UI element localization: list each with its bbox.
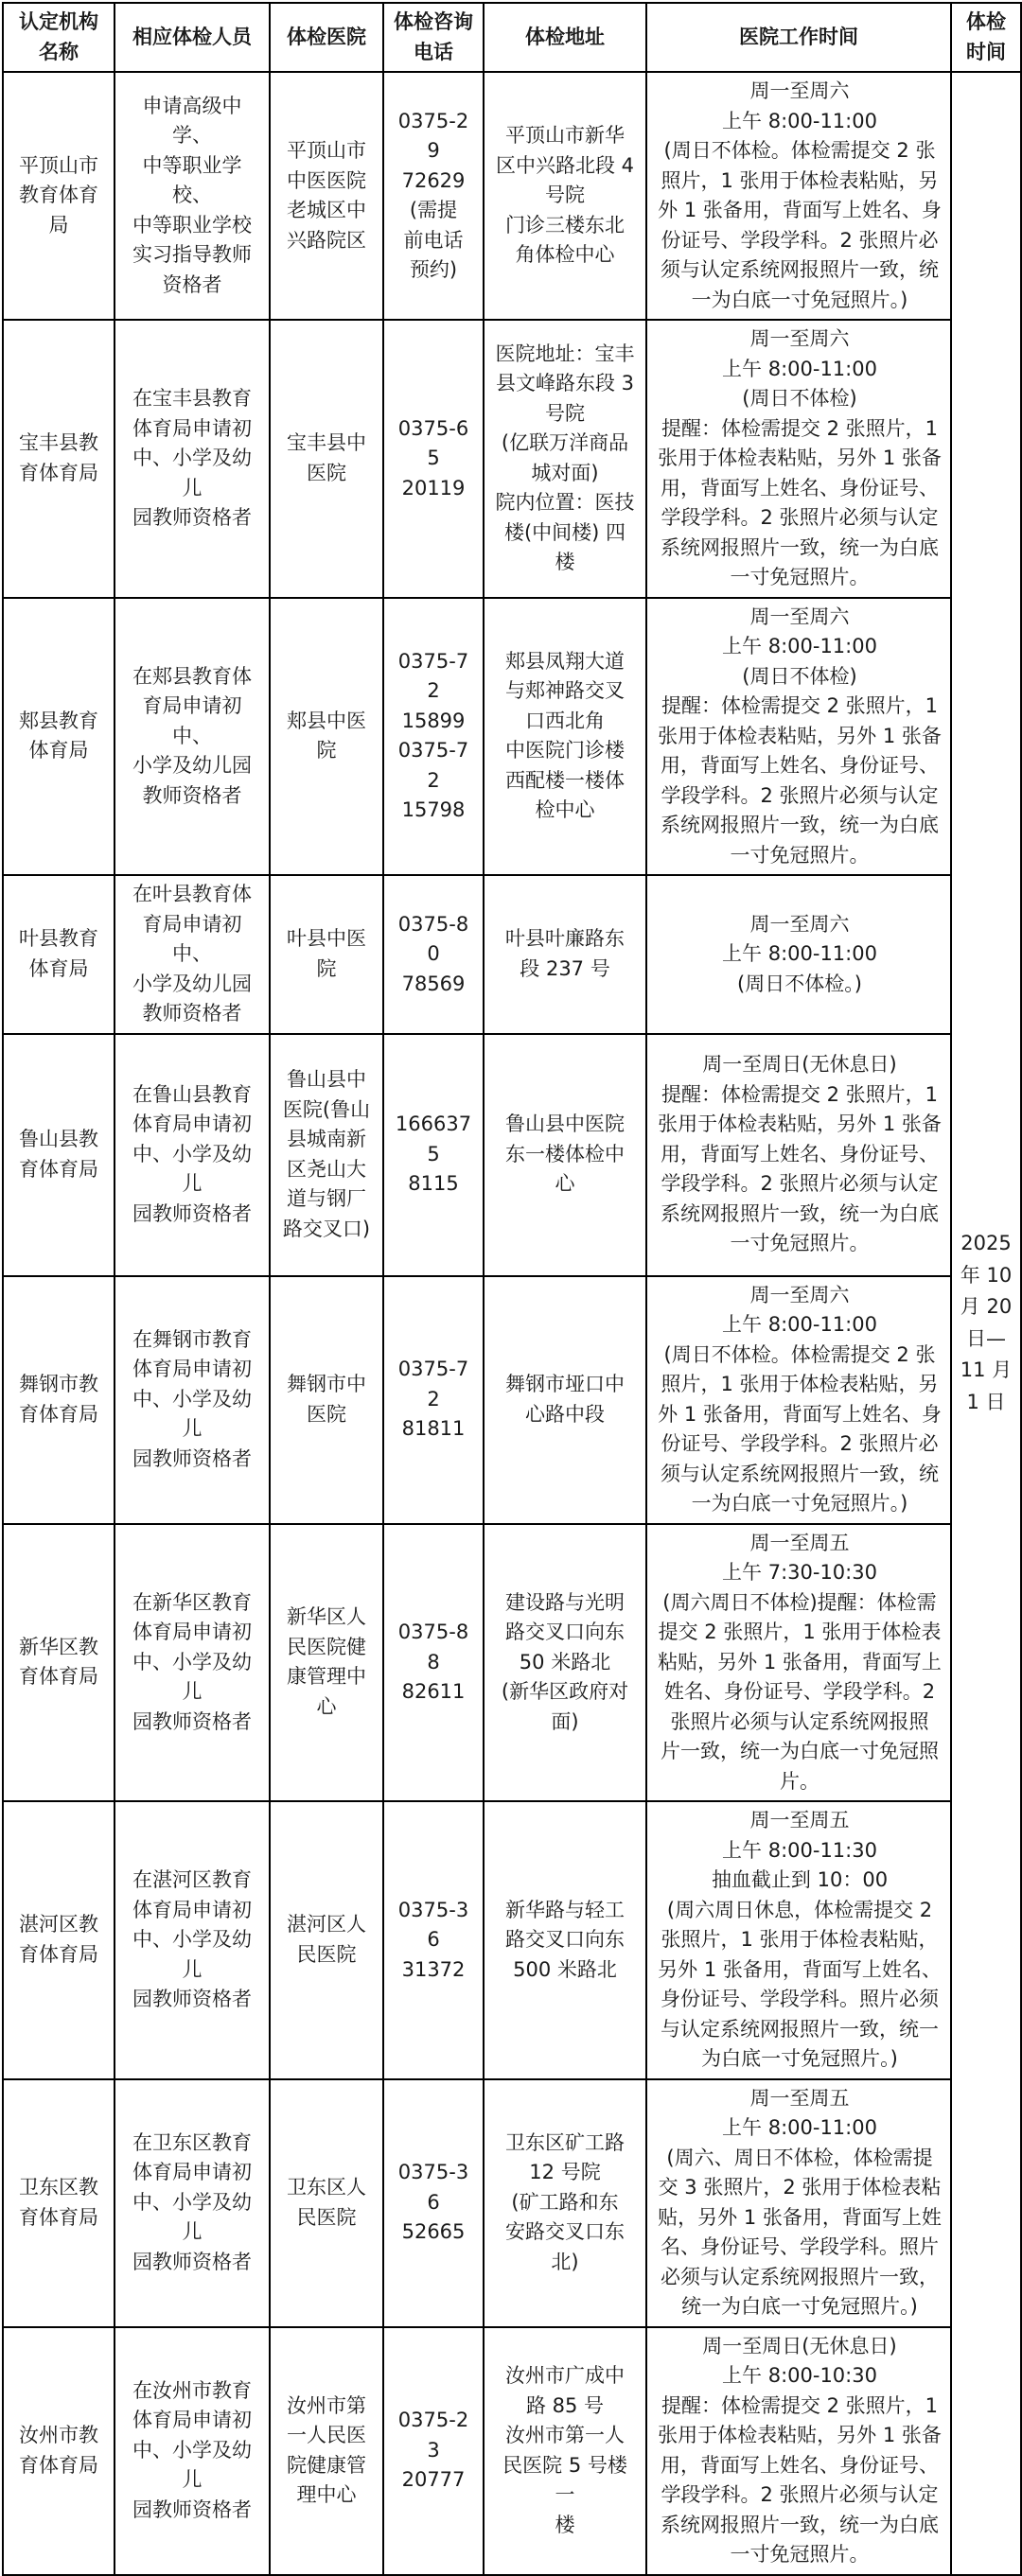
address-cell-text: 郏县凤翔大道 与郏神路交叉 口西北角 中医院门诊楼 西配楼一楼体 检中心 [505, 649, 625, 822]
header-phone: 体检咨询电话 [383, 3, 484, 72]
hospital-cell [270, 875, 383, 1034]
hours-title: 周一至周六 [749, 327, 850, 350]
applicants-cell [115, 875, 270, 1034]
applicants-cell [115, 72, 270, 320]
header-address: 体检地址 [484, 3, 646, 72]
hours-time: 上午 7:30-10:30 [722, 1561, 877, 1584]
agency-cell-text: 新华区教 育体育局 [19, 1635, 98, 1689]
hours-time: 上午 8:00-11:00 [722, 1313, 877, 1336]
applicants-cell [115, 1801, 270, 2079]
hours-cell [646, 1801, 951, 2079]
applicants-cell-text: 在卫东区教育 体育局申请初 中、小学及幼儿 园教师资格者 [132, 2130, 252, 2273]
header-date: 体检时间 [951, 3, 1021, 72]
table-row [3, 72, 1021, 320]
hours-time: 上午 8:00-11:00 [722, 635, 877, 657]
hospital-cell [270, 598, 383, 876]
address-cell [484, 1801, 646, 2079]
hours-time: 上午 8:00-10:30 [722, 2364, 877, 2387]
applicants-cell [115, 2327, 270, 2575]
phone-cell-text: 0375-23 20777 [397, 2409, 469, 2492]
agency-cell-text: 卫东区教 育体育局 [19, 2176, 98, 2229]
table-row [3, 1524, 1021, 1802]
applicants-cell [115, 320, 270, 598]
hospital-cell [270, 2327, 383, 2575]
hospital-cell-text: 鲁山县中 医院(鲁山 县城南新 区尧山大 道与钢厂 路交叉口) [282, 1068, 371, 1240]
hours-title: 周一至周五 [749, 2086, 850, 2110]
hours-note: (周六、周日不体检，体检需提 交 3 张照片，2 张用于体检表粘 贴，另外 1 张备用，背面写上姓 名、身份证号、学段学科。照片 必须与认定系统网报照片一致， 统一为白底一寸免冠照片。) [658, 2146, 942, 2318]
hours-cell [646, 72, 951, 320]
table-row [3, 320, 1021, 598]
address-cell-text: 新华路与轻工 路交叉口向东 500 米路北 [505, 1898, 625, 1981]
hospital-cell [270, 72, 383, 320]
phone-cell [383, 2327, 484, 2575]
hours-title: 周一至周六 [749, 912, 850, 936]
applicants-cell-text: 在汝州市教育 体育局申请初 中、小学及幼儿 园教师资格者 [132, 2378, 252, 2521]
phone-cell [383, 2079, 484, 2327]
hours-cell [646, 1034, 951, 1276]
hospital-cell-text: 郏县中医 院 [287, 709, 366, 762]
agency-cell [3, 1524, 115, 1802]
header-agency: 认定机构名称 [3, 3, 115, 72]
hours-note: 提醒：体检需提交 2 张照片，1 张用于体检表粘贴，另外 1 张备 用，背面写上姓名、身份证号、 学段学科。2 张照片必须与认定 系统网报照片一致，统一为白底 一寸免冠照片。 [658, 1082, 942, 1255]
phone-cell [383, 1034, 484, 1276]
hospital-cell-text: 平顶山市 中医医院 老城区中 兴路院区 [287, 139, 366, 252]
hours-title: 周一至周五 [749, 1809, 850, 1831]
address-cell [484, 320, 646, 598]
agency-cell [3, 1801, 115, 2079]
hours-cell [646, 2327, 951, 2575]
table-row [3, 1801, 1021, 2079]
hours-title: 周一至周六 [749, 605, 850, 628]
phone-cell-text: 1666375 8115 [395, 1113, 472, 1196]
hospital-cell [270, 1276, 383, 1524]
exam-date-cell [951, 72, 1021, 2575]
hours-title: 周一至周五 [749, 1531, 850, 1554]
applicants-cell-text: 在湛河区教育 体育局申请初 中、小学及幼儿 园教师资格者 [132, 1868, 252, 2010]
applicants-cell [115, 2079, 270, 2327]
hospital-cell-text: 汝州市第 一人民医 院健康管 理中心 [287, 2393, 366, 2506]
hospital-cell-text: 叶县中医 院 [287, 927, 366, 980]
address-cell-text: 叶县叶廉路东 段 237 号 [505, 927, 625, 980]
applicants-cell-text: 在叶县教育体 育局申请初中、 小学及幼儿园 教师资格者 [132, 883, 252, 1025]
hours-note: (周日不体检。体检需提交 2 张 照片，1 张用于体检表粘贴，另 外 1 张备用，背面写上姓名、身 份证号、学段学科。2 张照片必 须与认定系统网报照片一致，统 一为白底一寸免冠照片。) [658, 1342, 942, 1515]
hours-time: 上午 8:00-11:00 [722, 109, 877, 132]
agency-cell [3, 875, 115, 1034]
agency-cell [3, 2327, 115, 2575]
applicants-cell-text: 申请高级中学、 中等职业学校、 中等职业学校 实习指导教师 资格者 [132, 94, 252, 296]
hospital-cell-text: 宝丰县中 医院 [287, 431, 366, 484]
hospital-cell [270, 2079, 383, 2327]
header-applicants: 相应体检人员 [115, 3, 270, 72]
applicants-cell-text: 在新华区教育 体育局申请初 中、小学及幼儿 园教师资格者 [132, 1590, 252, 1733]
agency-cell [3, 1276, 115, 1524]
address-cell-text: 医院地址：宝丰 县文峰路东段 3 号院 (亿联万洋商品 城对面) 院内位置：医技 楼(中间楼) 四 楼 [495, 342, 635, 574]
address-cell [484, 1524, 646, 1802]
applicants-cell [115, 598, 270, 876]
address-cell-text: 舞钢市垭口中 心路中段 [505, 1373, 625, 1426]
phone-cell-text: 0375-65 20119 [397, 416, 469, 499]
hospital-cell [270, 1801, 383, 2079]
applicants-cell-text: 在宝丰县教育 体育局申请初 中、小学及幼儿 园教师资格者 [132, 387, 252, 529]
table-row [3, 2327, 1021, 2575]
agency-cell-text: 鲁山县教 育体育局 [19, 1128, 98, 1181]
hospital-cell [270, 320, 383, 598]
hospital-cell [270, 1034, 383, 1276]
hours-note: (周日不体检) 提醒：体检需提交 2 张照片，1 张用于体检表粘贴，另外 1 张备 用，背面写上姓名、身份证号、 学段学科。2 张照片必须与认定 系统网报照片一致，统一为白底 一寸免冠照片。 [658, 387, 942, 588]
agency-cell [3, 72, 115, 320]
phone-cell-text: 0375-80 78569 [397, 912, 469, 995]
table-row [3, 2079, 1021, 2327]
hours-time: 上午 8:00-11:00 [722, 942, 877, 965]
exam-schedule-table [2, 2, 1022, 2576]
hours-time: 上午 8:00-11:00 [722, 357, 877, 380]
hospital-cell-text: 湛河区人 民医院 [287, 1913, 366, 1966]
address-cell-text: 平顶山市新华 区中兴路北段 4 号院 门诊三楼东北 角体检中心 [495, 124, 635, 267]
hours-note: (周六周日休息，体检需提交 2 张照片，1 张用于体检表粘贴， 另外 1 张备用，背面写上姓名、 身份证号、学段学科。照片必须 与认定系统网报照片一致，统一 为白底一寸免冠照片。) [658, 1898, 942, 2070]
header-hospital: 体检医院 [270, 3, 383, 72]
table-row [3, 1034, 1021, 1276]
hours-title: 周一至周六 [749, 1283, 850, 1306]
agency-cell [3, 1034, 115, 1276]
hospital-cell-text: 新华区人 民医院健 康管理中 心 [287, 1605, 366, 1718]
hours-note: (周日不体检。) [737, 972, 862, 995]
agency-cell-text: 舞钢市教 育体育局 [19, 1373, 98, 1426]
hours-note: (周六周日不体检)提醒：体检需 提交 2 张照片，1 张用于体检表 粘贴，另外 1 张备用，背面写上 姓名、身份证号、学段学科。2 张照片必须与认定系统网报照 片一致，统一为白底一寸免冠照 片。 [658, 1590, 942, 1793]
hours-note: 提醒：体检需提交 2 张照片，1 张用于体检表粘贴，另外 1 张备 用，背面写上姓名、身份证号、 学段学科。2 张照片必须与认定 系统网报照片一致，统一为白底 一寸免冠照片。 [658, 2393, 942, 2566]
agency-cell-text: 宝丰县教 育体育局 [19, 431, 98, 484]
phone-cell [383, 875, 484, 1034]
address-cell-text: 建设路与光明 路交叉口向东 50 米路北 (新华区政府对 面) [501, 1590, 629, 1733]
agency-cell-text: 平顶山市 教育体育 局 [19, 153, 98, 237]
hours-cell [646, 1276, 951, 1524]
phone-cell [383, 320, 484, 598]
header-hours: 医院工作时间 [646, 3, 951, 72]
applicants-cell-text: 在郏县教育体 育局申请初中、 小学及幼儿园 教师资格者 [132, 664, 252, 807]
phone-cell-text: 0375-29 72629 (需提 前电话 预约) [397, 109, 469, 281]
phone-cell-text: 0375-88 82611 [397, 1621, 469, 1703]
agency-cell-text: 湛河区教 育体育局 [19, 1913, 98, 1966]
table-row [3, 875, 1021, 1034]
phone-cell [383, 598, 484, 876]
address-cell-text: 汝州市广成中 路 85 号 汝州市第一人 民医院 5 号楼一 楼 [502, 2364, 627, 2536]
header-row [3, 3, 1021, 72]
applicants-cell-text: 在舞钢市教育 体育局申请初 中、小学及幼儿 园教师资格者 [132, 1327, 252, 1470]
address-cell [484, 2327, 646, 2575]
hospital-cell-text: 卫东区人 民医院 [287, 2176, 366, 2229]
hours-title: 周一至周六 [749, 79, 850, 102]
hours-cell [646, 2079, 951, 2327]
hours-cell [646, 875, 951, 1034]
hours-title: 周一至周日(无休息日) [702, 2334, 897, 2357]
address-cell-text: 鲁山县中医院 东一楼体检中 心 [505, 1113, 625, 1196]
phone-cell-text: 0375-72 15899 0375-72 15798 [397, 649, 469, 822]
exam-date-text: 2025 年 10 月 20 日— 11 月 1 日 [960, 1231, 1013, 1413]
applicants-cell [115, 1276, 270, 1524]
hospital-cell [270, 1524, 383, 1802]
agency-cell [3, 2079, 115, 2327]
phone-cell-text: 0375-72 81811 [397, 1358, 469, 1441]
agency-cell [3, 320, 115, 598]
hours-cell [646, 598, 951, 876]
agency-cell-text: 汝州市教 育体育局 [19, 2424, 98, 2477]
applicants-cell [115, 1524, 270, 1802]
phone-cell [383, 1524, 484, 1802]
phone-cell-text: 0375-36 52665 [397, 2161, 469, 2244]
hours-note: (周日不体检) 提醒：体检需提交 2 张照片，1 张用于体检表粘贴，另外 1 张备 用，背面写上姓名、身份证号、 学段学科。2 张照片必须与认定 系统网报照片一致，统一为白底 一寸免冠照片。 [658, 664, 942, 867]
hours-time: 上午 8:00-11:00 [722, 2116, 877, 2139]
agency-cell [3, 598, 115, 876]
applicants-cell [115, 1034, 270, 1276]
hours-note: (周日不体检。体检需提交 2 张 照片，1 张用于体检表粘贴，另 外 1 张备用，背面写上姓名、身 份证号、学段学科。2 张照片必 须与认定系统网报照片一致，统 一为白底一寸免冠照片。) [658, 139, 942, 311]
address-cell [484, 1276, 646, 1524]
phone-cell [383, 1801, 484, 2079]
table-row [3, 598, 1021, 876]
phone-cell-text: 0375-36 31372 [397, 1898, 469, 1981]
hours-time: 上午 8:00-11:30 抽血截止到 10：00 [711, 1838, 889, 1891]
address-cell [484, 875, 646, 1034]
phone-cell [383, 72, 484, 320]
agency-cell-text: 郏县教育 体育局 [19, 709, 98, 762]
address-cell [484, 598, 646, 876]
agency-cell-text: 叶县教育 体育局 [19, 927, 98, 980]
phone-cell [383, 1276, 484, 1524]
table-row [3, 1276, 1021, 1524]
address-cell-text: 卫东区矿工路 12 号院 (矿工路和东 安路交叉口东 北) [505, 2130, 625, 2273]
hours-cell [646, 320, 951, 598]
hours-title: 周一至周日(无休息日) [702, 1053, 897, 1077]
hospital-cell-text: 舞钢市中 医院 [287, 1373, 366, 1426]
address-cell [484, 72, 646, 320]
address-cell [484, 2079, 646, 2327]
address-cell [484, 1034, 646, 1276]
hours-cell [646, 1524, 951, 1802]
applicants-cell-text: 在鲁山县教育 体育局申请初 中、小学及幼儿 园教师资格者 [132, 1082, 252, 1225]
